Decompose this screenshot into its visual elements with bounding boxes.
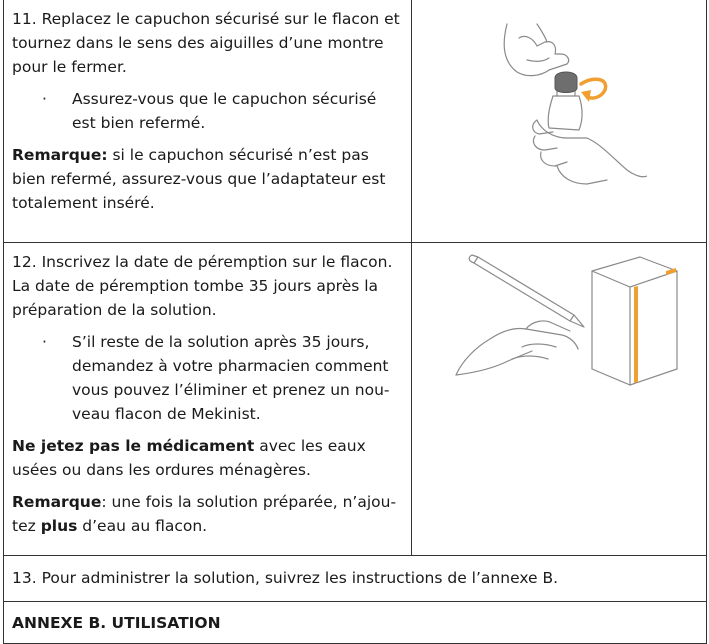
bullet-mark: · bbox=[42, 333, 47, 351]
write-date-illustration bbox=[452, 251, 682, 391]
instructions-table bbox=[3, 0, 707, 644]
note-label: Remarque bbox=[12, 493, 102, 511]
step-12-warning: Ne jetez pas le médicament avec les eaux usées ou dans les ordures ménagères. bbox=[12, 437, 366, 479]
annex-heading: ANNEXE B. UTILISATION bbox=[12, 614, 221, 632]
step-13-row bbox=[4, 556, 707, 602]
step-11-note: Remarque: si le capuchon sécurisé n’est pas bien refermé, assurez-vous que l’adaptateur est totalement inséré. bbox=[12, 146, 386, 212]
instructions-sheet bbox=[3, 0, 706, 641]
note-label: Remarque: bbox=[12, 146, 108, 164]
step-12-instruction: 12. Inscrivez la date de péremption sur le flacon. La date de péremption tombe 35 jours après la préparation de la solution. bbox=[12, 253, 393, 319]
step-12-bullet: · S’il reste de la solution après 35 jours, demandez à votre pharmacien comment vous pouvez l’éliminer et prenez un nou- veau flacon de Mekinist. bbox=[12, 330, 404, 426]
step-11-figure-cell bbox=[412, 0, 707, 243]
bullet-mark: · bbox=[42, 90, 47, 108]
step-11-bullet: · Assurez-vous que le capuchon sécurisé est bien refermé. bbox=[12, 87, 404, 135]
step-13-cell bbox=[4, 556, 707, 602]
step-11-instruction: 11. Replacez le capuchon sécurisé sur le flacon et tournez dans le sens des aiguilles d’une montre pour le fermer. bbox=[12, 10, 400, 76]
cap-closing-illustration bbox=[497, 20, 647, 195]
step-11-text-cell bbox=[4, 0, 412, 243]
step-13-text: 13. Pour administrer la solution, suivrez les instructions de l’annexe B. bbox=[12, 569, 559, 587]
step-12-note: Remarque: une fois la solution préparée, n’ajou- tez plus d’eau au flacon. bbox=[12, 493, 397, 535]
step-12-figure-cell bbox=[412, 243, 707, 556]
step-12-text-cell bbox=[4, 243, 412, 556]
annex-row bbox=[4, 602, 707, 644]
step-11-row bbox=[4, 0, 707, 243]
annex-cell bbox=[4, 602, 707, 644]
step-12-row bbox=[4, 243, 707, 556]
